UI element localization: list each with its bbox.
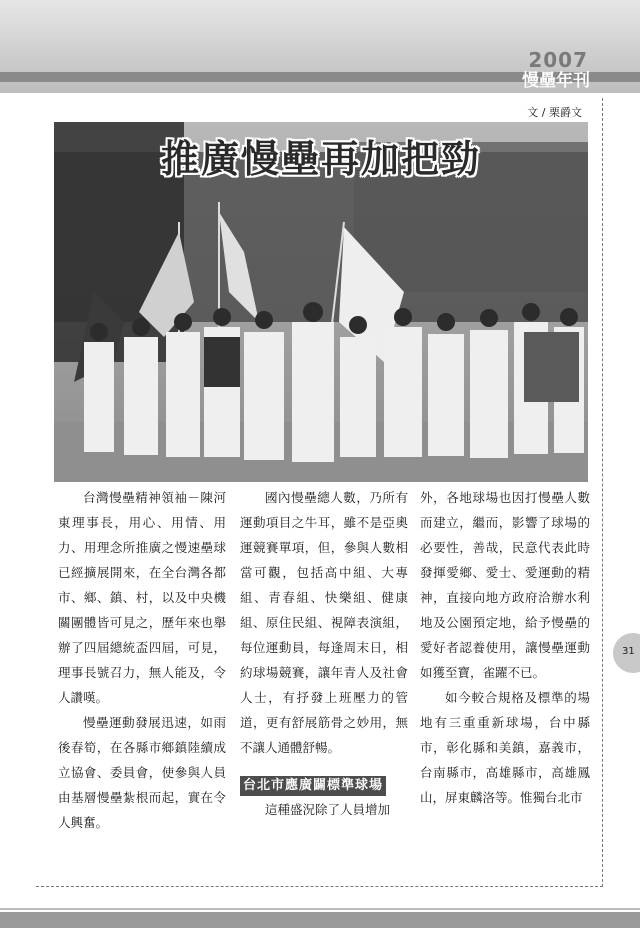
photo-headline: 推廣慢壘再加把勁	[160, 137, 481, 181]
author-byline: 文 / 栗爵文	[527, 106, 582, 119]
article-column-2	[240, 485, 408, 822]
section-subheading: 台北市應廣闢標準球場	[240, 776, 386, 796]
issue-year: 2007	[528, 48, 588, 72]
page-number: 31	[622, 646, 635, 657]
footer-line	[0, 908, 640, 910]
paragraph: 慢壘運動發展迅速，如雨後春筍，在各縣市鄉鎮陸續成立協會、委員會，使參與人員由基層慢壘紮根而起，實在令人興奮。	[58, 715, 226, 830]
paragraph: 如今較合規格及標準的場地有三重重新球場，台中縣市，彰化縣和美鎮，嘉義市，台南縣市，高雄縣市，高雄鳳山，屏東麟洛等。惟獨台北市	[420, 690, 590, 805]
magazine-title: 慢壘年刊	[522, 71, 590, 91]
paragraph: 外，各地球場也因打慢壘人數而建立，繼而，影響了球場的必要性，善哉，民意代表此時發揮愛鄉、愛士、愛運動的精神，直接向地方政府洽辦水利地及公園預定地，給予慢壘的愛好者認養使用，讓慢壘運動如獲至寶，雀躍不已。	[420, 490, 590, 680]
paragraph: 這種盛況除了人員增加	[265, 802, 391, 817]
cover-photo	[54, 122, 588, 482]
paragraph: 國內慢壘總人數，乃所有運動項目之牛耳，雖不是亞奧運競賽單項，但，參與人數相當可觀，包括高中組、大專組、青春組、快樂組、健康組、原住民組、視障表演組，每位運動員，每逢周末日，相約球場競賽，讓年青人及社會人士，有抒發上班壓力的管道，更有舒展筋骨之妙用，無不讓人通體舒暢。	[240, 490, 408, 755]
article-column-3	[420, 485, 590, 810]
paragraph: 台灣慢壘精神領袖－陳河東理事長，用心、用情、用力、用理念所推廣之慢速壘球已經擴展開來，在全台灣各都市、鄉、鎮、村，以及中央機關團體皆可見之，歷年來也舉辦了四屆總統盃四屆，可見，理事長號召力，無人能及，令人讚嘆。	[58, 490, 226, 705]
article-column-1	[58, 485, 226, 835]
footer-band	[0, 912, 640, 928]
